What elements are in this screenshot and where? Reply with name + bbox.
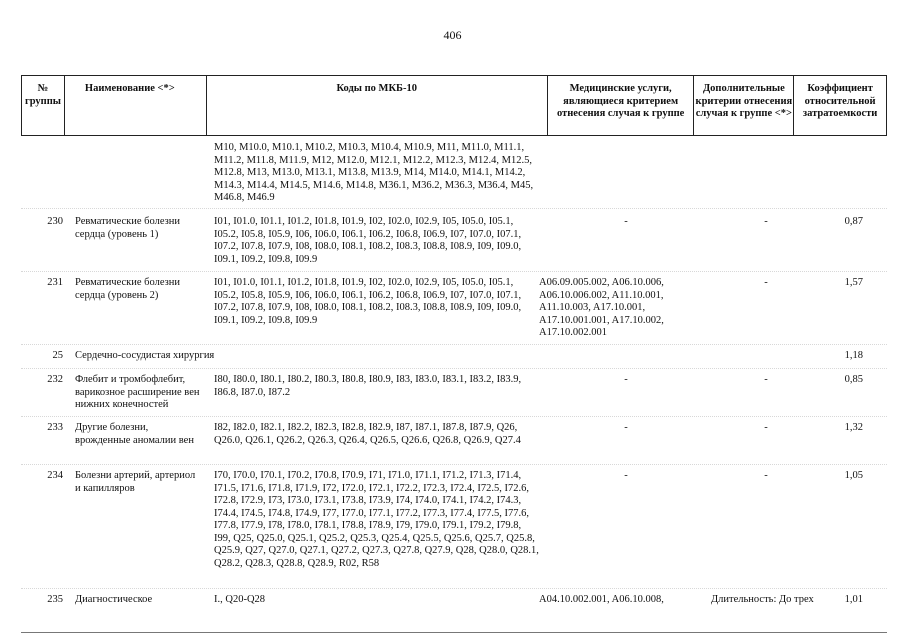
table-header xyxy=(21,75,887,136)
section-name: Сердечно-сосудистая хирургия xyxy=(75,350,215,361)
row-coefficient: 1,01 xyxy=(844,594,863,605)
header-name: Наименование <*> xyxy=(65,76,207,135)
row-additional: - xyxy=(764,216,768,227)
section-number: 25 xyxy=(52,350,63,361)
row-additional: - xyxy=(764,470,768,481)
row-number: 231 xyxy=(47,277,63,288)
row-codes: I70, I70.0, I70.1, I70.2, I70.8, I70.9, I71, I71.0, I71.1, I71.2, I71.3, I71.4, I71.5, I71.6, I71.8, I71.9, I72, I72.0, I72.1, I72.2, I72.3, I72.4, I72.5, I72.6, I72.8, I72.9, I73, I73.0, I73.1, I73.8, I73.9, I74, I74.0, I74.1, I74.2, I74.3, I74.4, I74.5, I74.8, I74.9, I77, I77.0, I77.1, I77.2, I77.3, I77.4, I77.5, I77.6, I77.8, I77.9, I78, I78.0, I78.1, I78.8, I78.9, I79, I79.0, I79.1, I79.2, I79.8, I99, Q25, Q25.0, Q25.1, Q25.2, Q25.3, Q25.4, Q25.5, Q25.6, Q25.7, Q25.8, Q25.9, Q27, Q27.0, Q27.1, Q27.2, Q27.3, Q27.8, Q27.9, Q28, Q28.0, Q28.1, Q28.2, Q28.3, Q28.8, Q28.9, R02, R58 xyxy=(214,470,539,569)
row-number: 235 xyxy=(47,594,63,605)
page-number: 406 xyxy=(443,28,462,42)
row-services: - xyxy=(624,374,628,385)
row-divider xyxy=(21,416,887,417)
row-name: Ревматические болезни сердца (уровень 1) xyxy=(75,216,181,240)
header-group-number: № группы xyxy=(22,76,65,135)
row-divider xyxy=(21,464,887,465)
row-codes: I., Q20-Q28 xyxy=(214,594,266,605)
row-services: - xyxy=(624,470,628,481)
row-name: Другие болезни, врожденные аномалии вен xyxy=(75,422,194,446)
row-coefficient: 1,05 xyxy=(844,470,863,481)
row-additional: - xyxy=(764,277,768,288)
row-number: 232 xyxy=(47,374,63,385)
row-codes: I01, I01.0, I01.1, I01.2, I01.8, I01.9, I02, I02.0, I02.9, I05, I05.0, I05.1, I05.2, I05.8, I05.9, I06, I06.0, I06.1, I06.2, I06.8, I06.9, I07, I07.0, I07.1, I07.2, I07.8, I07.9, I08, I08.0, I08.1, I08.2, I08.3, I08.8, I08.9, I09, I09.0, I09.1, I09.2, I09.8, I09.9 xyxy=(214,277,522,326)
row-additional: - xyxy=(764,374,768,385)
row-name: Ревматические болезни сердца (уровень 2) xyxy=(75,277,181,301)
row-number: 233 xyxy=(47,422,63,433)
row-coefficient: 1,32 xyxy=(844,422,863,433)
header-coefficient: Коэффициент относительной затратоемкости xyxy=(802,83,878,119)
row-coefficient: 1,57 xyxy=(844,277,863,288)
row-codes: I01, I01.0, I01.1, I01.2, I01.8, I01.9, I02, I02.0, I02.9, I05, I05.0, I05.1, I05.2, I05.8, I05.9, I06, I06.0, I06.1, I06.2, I06.8, I06.9, I07, I07.0, I07.1, I07.2, I07.8, I07.9, I08, I08.0, I08.1, I08.2, I08.3, I08.8, I08.9, I09, I09.0, I09.1, I09.2, I09.8, I09.9 xyxy=(214,216,522,265)
header-icd-codes: Коды по МКБ-10 xyxy=(207,76,548,135)
row-divider xyxy=(21,368,887,369)
row-additional: - xyxy=(764,422,768,433)
row-services: - xyxy=(624,422,628,433)
header-additional-criteria: Дополнительные критерии отнесения случая к группе <*> xyxy=(694,76,794,135)
row-divider xyxy=(21,588,887,589)
section-coefficient: 1,18 xyxy=(844,350,863,361)
row-divider xyxy=(21,208,887,209)
row-services: A06.09.005.002, A06.10.006, A06.10.006.002, A11.10.001, A11.10.003, A17.10.001, A17.10.001.001, A17.10.002, A17.10.002.001 xyxy=(539,277,664,338)
row-number: 230 xyxy=(47,216,63,227)
row-name: Диагностическое xyxy=(75,594,153,605)
row-number: 234 xyxy=(47,470,63,481)
row-name: Болезни артерий, артериол и капилляров xyxy=(75,470,196,494)
row-codes: I80, I80.0, I80.1, I80.2, I80.3, I80.8, I80.9, I83, I83.0, I83.1, I83.2, I83.9, I86.8, I87.0, I87.2 xyxy=(214,374,522,398)
row-services: A04.10.002.001, A06.10.008, xyxy=(539,594,664,605)
row-name: Флебит и тромбофлебит, варикозное расширение вен нижних конечностей xyxy=(75,374,200,410)
bottom-border xyxy=(21,632,887,633)
row-additional: Длительность: До трех xyxy=(711,594,814,605)
row-coefficient: 0,85 xyxy=(844,374,863,385)
header-medical-services: Медицинские услуги, являющиеся критерием отнесения случая к группе xyxy=(548,76,695,135)
row-services: - xyxy=(624,216,628,227)
row-divider xyxy=(21,271,887,272)
row-coefficient: 0,87 xyxy=(844,216,863,227)
row-codes: M10, M10.0, M10.1, M10.2, M10.3, M10.4, M10.9, M11, M11.0, M11.1, M11.2, M11.8, M11.9, M12, M12.0, M12.1, M12.2, M12.3, M12.4, M12.5, M12.8, M13, M13.0, M13.1, M13.8, M13.9, M14, M14.0, M14.1, M14.2, M14.3, M14.4, M14.5, M14.6, M14.8, M36.1, M36.2, M36.3, M36.4, M45, M46.8, M46.9 xyxy=(214,142,534,203)
row-divider xyxy=(21,344,887,345)
row-codes: I82, I82.0, I82.1, I82.2, I82.3, I82.8, I82.9, I87, I87.1, I87.8, I87.9, Q26, Q26.0, Q26.1, Q26.2, Q26.3, Q26.4, Q26.5, Q26.6, Q26.8, Q26.9, Q27.4 xyxy=(214,422,521,446)
